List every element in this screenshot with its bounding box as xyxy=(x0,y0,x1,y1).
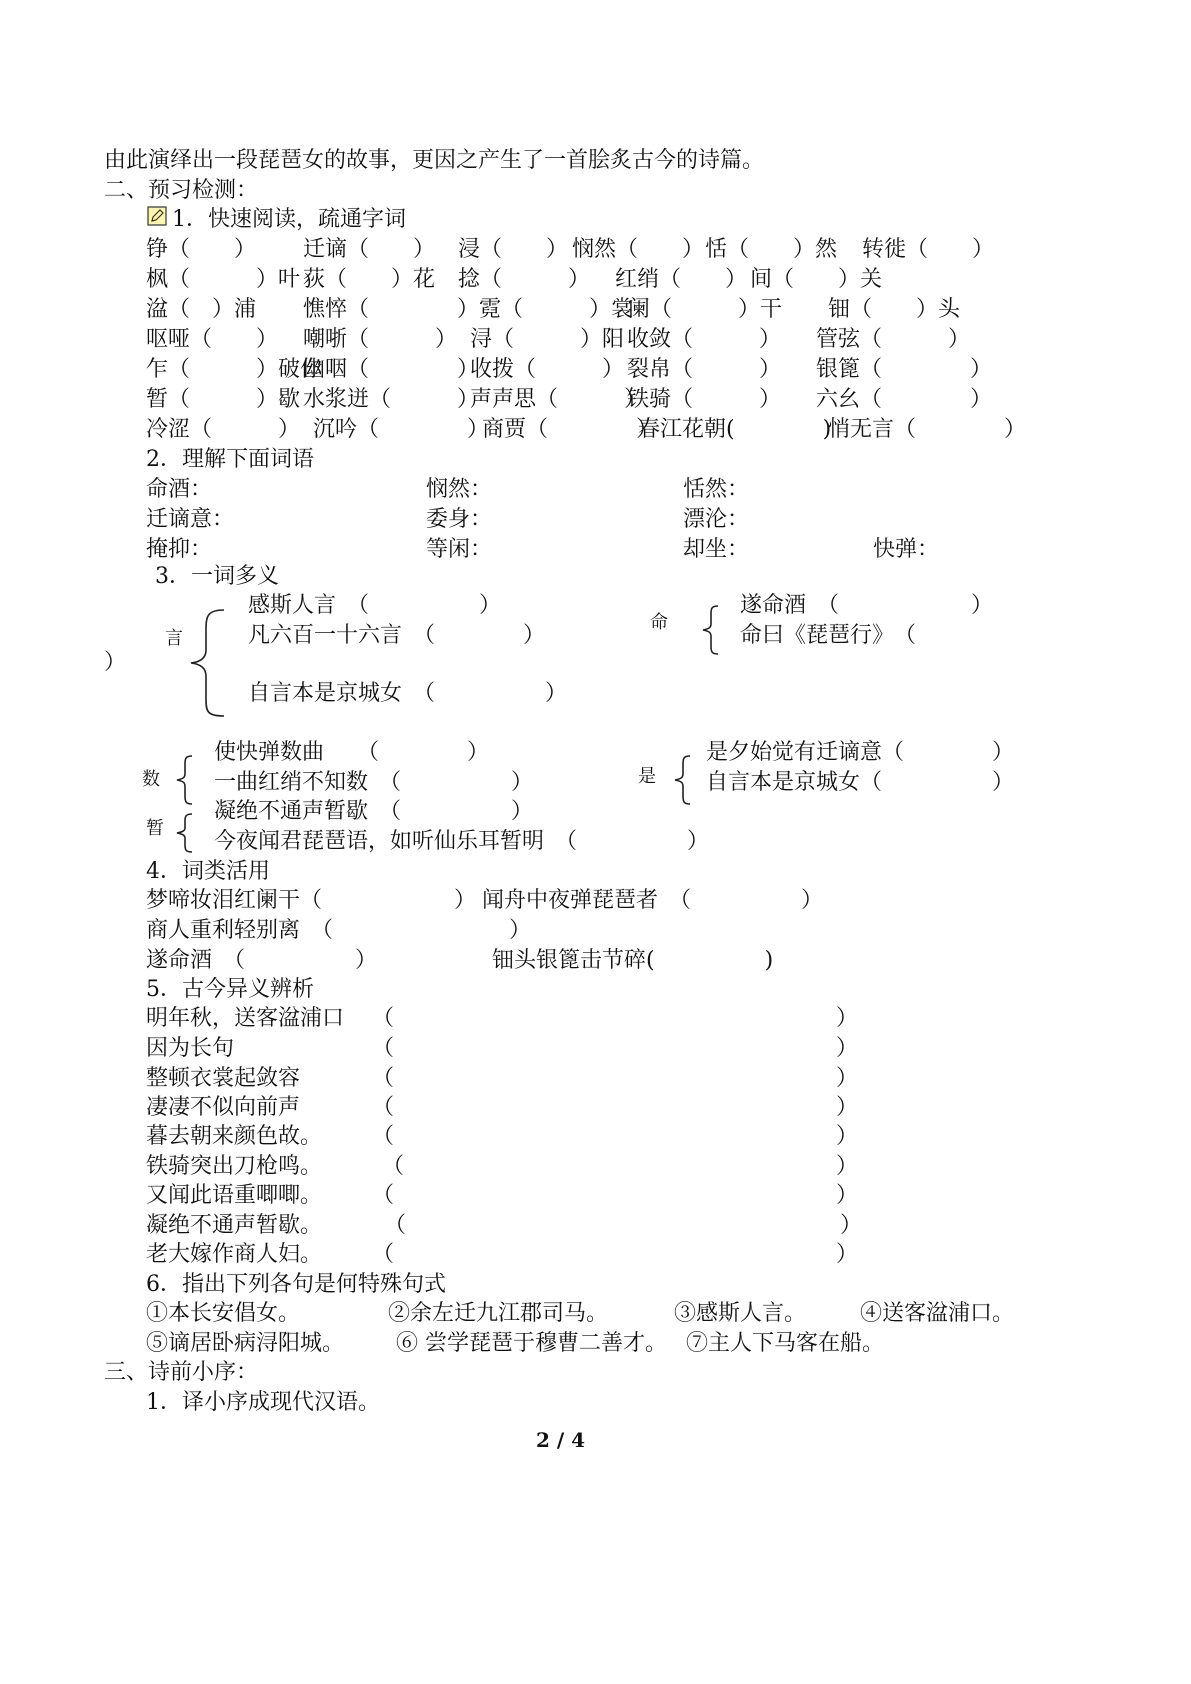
huoyong-item: 钿头银篦击节碎( ) xyxy=(492,948,774,973)
polysemy-char-yan: 言 xyxy=(165,628,183,649)
polysemy-item: 是夕始觉有迁谪意（ ） xyxy=(706,740,1015,765)
gujin-item: 凄凄不似向前声 xyxy=(146,1095,301,1120)
intro-text: 由此演绎出一段琵琶女的故事，更因之产生了一首脍炙古今的诗篇。 xyxy=(104,148,765,173)
sentence-item: ⑥ 尝学琵琶于穆曹二善才。 xyxy=(396,1331,667,1356)
term-item: 悯然： xyxy=(426,477,493,502)
vocab-item: 裂帛（ ） xyxy=(627,357,782,382)
vocab-item: 声声思（ ） xyxy=(470,387,647,412)
gujin-item: 因为长句 xyxy=(146,1036,235,1061)
polysemy-item: 凝绝不通声暂歇 （ ） xyxy=(214,799,534,824)
paren-close: ） xyxy=(836,1242,859,1267)
gujin-item: 凝绝不通声暂歇。 xyxy=(146,1213,323,1238)
sentence-item: ⑤谪居卧病浔阳城。 xyxy=(146,1331,345,1356)
sentence-item: ⑦主人下马客在船。 xyxy=(686,1331,885,1356)
vocab-item: 间（ ）关 xyxy=(750,267,883,292)
pencil-icon xyxy=(147,206,167,226)
polysemy-item: 遂命酒 （ ） xyxy=(740,593,994,618)
gujin-item: 明年秋，送客湓浦口 xyxy=(146,1006,345,1031)
vocab-item: 湓（ ）浦 xyxy=(146,297,257,322)
term-item: 命酒： xyxy=(146,477,213,502)
vocab-item: 暂（ ）歇 xyxy=(146,387,301,412)
vocab-item: 沉吟（ ） xyxy=(313,417,490,442)
vocab-item: 钿（ ）头 xyxy=(828,297,961,322)
vocab-item: 枫（ ）叶 xyxy=(146,267,301,292)
vocab-item: 呕哑（ ） xyxy=(146,327,279,352)
paren-open: （ xyxy=(372,1066,395,1091)
gujin-item: 暮去朝来颜色故。 xyxy=(146,1124,323,1149)
paren-close: ） xyxy=(836,1095,859,1120)
page-number: 2 / 4 xyxy=(536,1428,586,1452)
paren-close: ） xyxy=(836,1154,859,1179)
vocab-item: 铁骑（ ） xyxy=(627,387,782,412)
brace-ming xyxy=(700,604,722,656)
section-2-heading: 二、预习检测： xyxy=(104,178,259,203)
vocab-item: 水浆迸（ ） xyxy=(303,387,480,412)
sentence-item: ①本长安倡女。 xyxy=(146,1301,301,1326)
paren-open: （ xyxy=(372,1095,395,1120)
term-item: 快弹： xyxy=(873,537,940,562)
paren-open: （ xyxy=(384,1213,407,1238)
paren-close: ） xyxy=(836,1066,859,1091)
polysemy-tail-paren: ） xyxy=(104,650,127,675)
q2-title: 2．理解下面词语 xyxy=(146,447,314,472)
polysemy-item: 凡六百一十六言 （ ） xyxy=(248,623,546,648)
section-3-heading: 三、诗前小序： xyxy=(104,1360,259,1385)
gujin-item: 整顿衣裳起敛容 xyxy=(146,1066,301,1091)
huoyong-item: 闻舟中夜弹琵琶者 （ ） xyxy=(482,888,824,913)
brace-yan xyxy=(188,608,228,718)
vocab-item: 管弦（ ） xyxy=(816,327,971,352)
polysemy-item: 命曰《琵琶行》 （ xyxy=(740,623,917,648)
vocab-item: 乍（ ）破你 xyxy=(146,357,323,382)
vocab-item: 悄无言（ ） xyxy=(828,417,1027,442)
term-item: 却坐： xyxy=(683,537,750,562)
polysemy-char-shu: 数 xyxy=(142,769,160,790)
paren-close: ） xyxy=(840,1213,863,1238)
polysemy-char-ming: 命 xyxy=(650,612,668,633)
sentence-item: ③感斯人言。 xyxy=(674,1301,807,1326)
gujin-item: 又闻此语重唧唧。 xyxy=(146,1183,323,1208)
vocab-item: 阑（ ）干 xyxy=(628,297,783,322)
vocab-item: 商贾（ ） xyxy=(482,417,659,442)
vocab-item: 浸（ ） xyxy=(458,237,569,262)
brace-shi xyxy=(672,754,694,806)
q1-title: 1．快速阅读，疏通字词 xyxy=(172,207,406,232)
polysemy-item: 感斯人言 （ ） xyxy=(248,593,502,618)
vocab-item: 幽咽（ ） xyxy=(303,357,480,382)
q4-title: 4．词类活用 xyxy=(146,859,270,884)
paren-open: （ xyxy=(372,1183,395,1208)
sentence-item: ②余左迁九江郡司马。 xyxy=(388,1301,609,1326)
vocab-item: 恬（ ）然 xyxy=(705,237,838,262)
paren-close: ） xyxy=(836,1124,859,1149)
paren-open: （ xyxy=(372,1124,395,1149)
polysemy-item: 使快弹数曲 （ ） xyxy=(214,740,490,765)
paren-close: ） xyxy=(836,1183,859,1208)
section-3-q1: 1．译小序成现代汉语。 xyxy=(146,1390,380,1415)
q5-title: 5．古今异义辨析 xyxy=(146,977,314,1002)
vocab-item: 浔（ ）阳 xyxy=(470,327,625,352)
vocab-item: 冷涩（ ） xyxy=(146,417,301,442)
vocab-item: 捻（ ） xyxy=(458,267,591,292)
vocab-item: 红绡（ ） xyxy=(615,267,748,292)
paren-open: （ xyxy=(372,1242,395,1267)
paren-close: ） xyxy=(836,1036,859,1061)
vocab-item: 春江花朝( ) xyxy=(638,417,832,442)
brace-shu xyxy=(174,754,196,806)
polysemy-item: 自言本是京城女（ ） xyxy=(706,770,1015,795)
vocab-item: 收拨（ ） xyxy=(470,357,625,382)
gujin-item: 老大嫁作商人妇。 xyxy=(146,1242,323,1267)
vocab-item: 六幺（ ） xyxy=(816,387,993,412)
huoyong-item: 遂命酒 （ ） xyxy=(146,948,378,973)
term-item: 恬然： xyxy=(683,477,750,502)
paren-open: （ xyxy=(382,1154,405,1179)
polysemy-item: 今夜闻君琵琶语，如听仙乐耳暂明 （ ） xyxy=(214,829,710,854)
vocab-item: 迁谪（ ） xyxy=(303,237,436,262)
vocab-item: 憔悴（ ）霓（ ）裳 xyxy=(303,297,634,322)
term-item: 委身： xyxy=(426,507,493,532)
vocab-item: 银篦（ ） xyxy=(816,357,993,382)
paren-open: （ xyxy=(372,1036,395,1061)
vocab-item: 收敛（ ） xyxy=(627,327,782,352)
q3-title: 3．一词多义 xyxy=(155,564,279,589)
polysemy-item: 自言本是京城女 （ ） xyxy=(248,681,568,706)
paren-open: （ xyxy=(372,1006,395,1031)
brace-zan xyxy=(174,812,196,854)
term-item: 掩抑： xyxy=(146,537,213,562)
polysemy-char-zan: 暂 xyxy=(146,818,164,839)
q6-title: 6．指出下列各句是何特殊句式 xyxy=(146,1272,446,1297)
paren-close: ） xyxy=(836,1006,859,1031)
polysemy-item: 一曲红绡不知数 （ ） xyxy=(214,770,534,795)
vocab-item: 铮（ ） xyxy=(146,237,257,262)
term-item: 等闲： xyxy=(426,537,493,562)
polysemy-char-shi: 是 xyxy=(638,766,656,787)
huoyong-item: 梦啼妆泪红阑干（ ） xyxy=(146,888,477,913)
sentence-item: ④送客湓浦口。 xyxy=(860,1301,1015,1326)
vocab-item: 荻（ ）花 xyxy=(303,267,436,292)
gujin-item: 铁骑突出刀枪鸣。 xyxy=(146,1154,323,1179)
vocab-item: 嘲哳（ ） xyxy=(303,327,458,352)
term-item: 漂沦： xyxy=(683,507,750,532)
vocab-item: 悯然（ ） xyxy=(572,237,705,262)
vocab-item: 转徙（ ） xyxy=(862,237,995,262)
term-item: 迁谪意： xyxy=(146,507,235,532)
huoyong-item: 商人重利轻别离 （ ） xyxy=(146,918,532,943)
